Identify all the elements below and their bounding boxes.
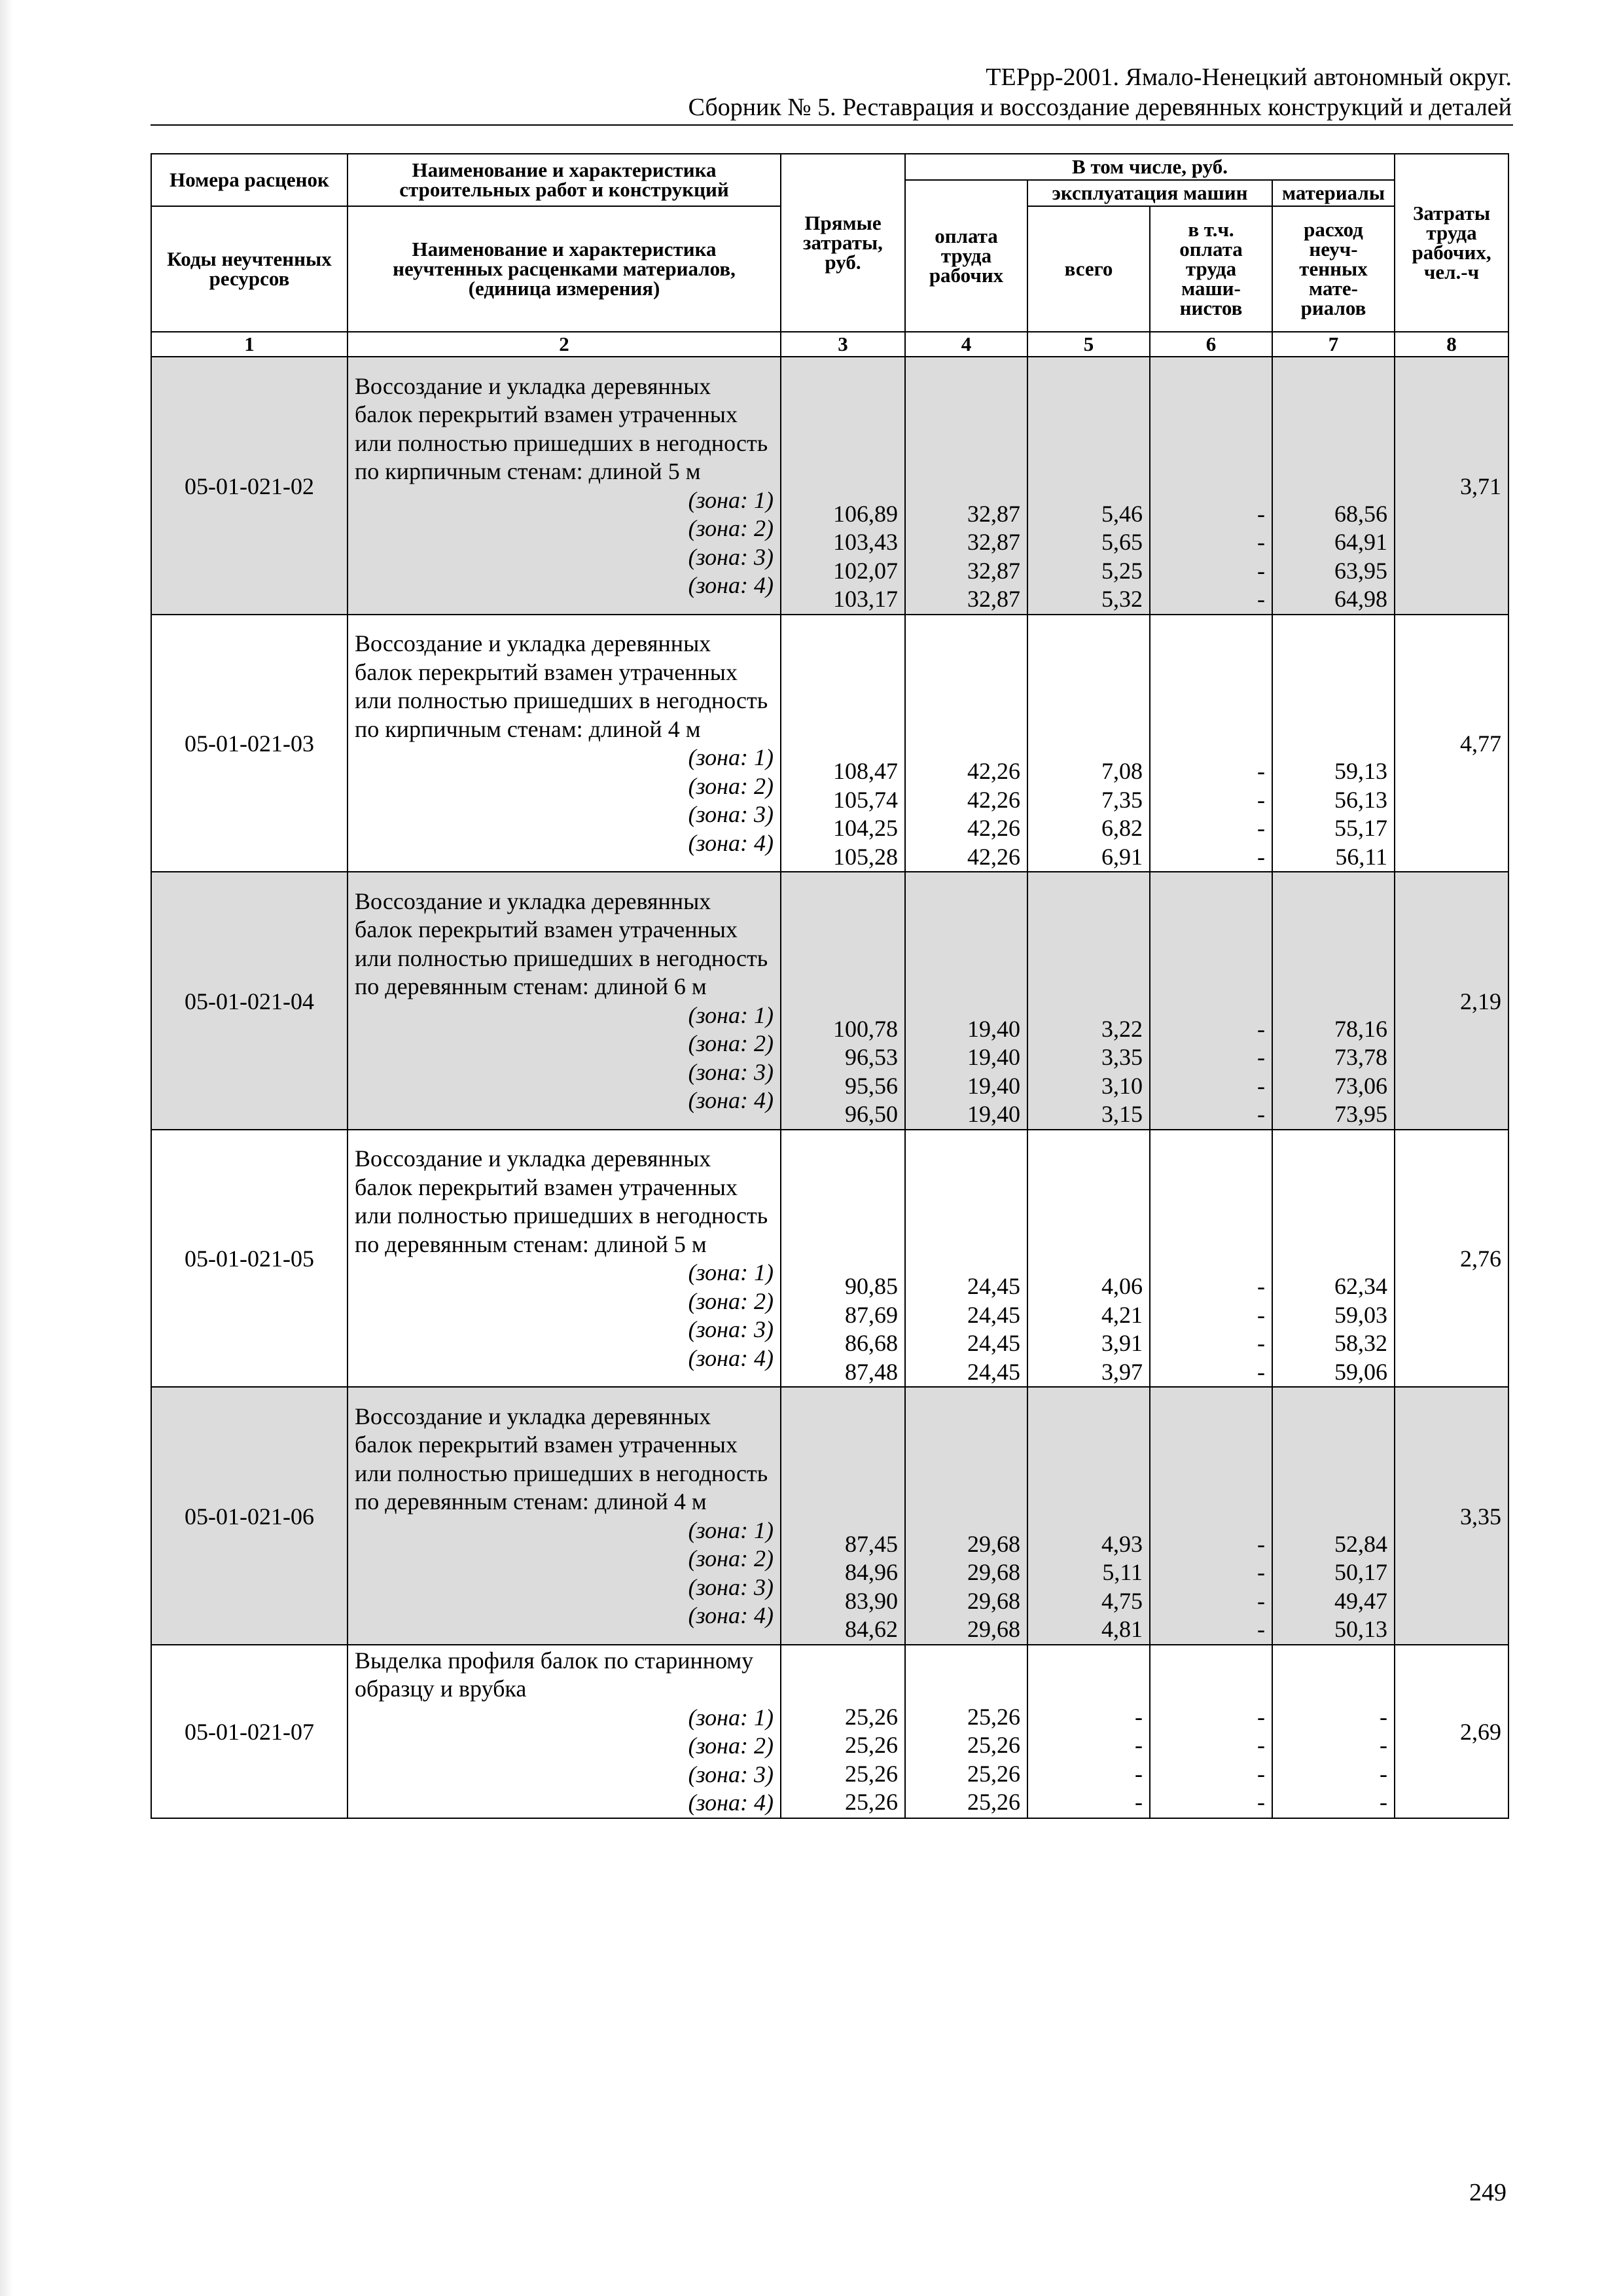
wages-value: 24,45 xyxy=(967,1273,1020,1299)
head-name-works: Наименование и характеристика строительных работ и конструкций xyxy=(348,154,781,206)
col-number-3: 3 xyxy=(781,332,905,357)
materials-value: - xyxy=(1380,1760,1388,1787)
header-rule xyxy=(151,124,1513,126)
machines-cell xyxy=(1027,615,1150,872)
direct-cost-value: 96,50 xyxy=(845,1101,898,1127)
machines-value: 4,06 xyxy=(1101,1273,1143,1299)
direct-cost-value: 90,85 xyxy=(845,1273,898,1299)
col-number-2: 2 xyxy=(348,332,781,357)
wages-value: 24,45 xyxy=(967,1330,1020,1356)
materials-value: 50,13 xyxy=(1334,1616,1388,1642)
materials-cell xyxy=(1272,357,1395,615)
rate-description-cell xyxy=(348,872,781,1130)
rate-description: Воссоздание и укладка деревянных балок перекрытий взамен утраченных или полностью пришедших в негодность по деревянным стенам: длиной 6 м xyxy=(355,888,768,1000)
direct-costs-cell xyxy=(781,1130,905,1388)
rate-description: Воссоздание и укладка деревянных балок перекрытий взамен утраченных или полностью пришедших в негодность по кирпичным стенам: длиной 5 м xyxy=(355,372,768,485)
head-materials: материалы xyxy=(1272,180,1395,206)
wages-value: 29,68 xyxy=(967,1587,1020,1614)
labor-value: 3,71 xyxy=(1395,357,1508,615)
materials-value: - xyxy=(1380,1703,1388,1730)
machines-value: 3,91 xyxy=(1101,1330,1143,1356)
col-number-5: 5 xyxy=(1027,332,1150,357)
materials-value: 59,03 xyxy=(1334,1301,1388,1328)
direct-cost-value: 25,26 xyxy=(845,1789,898,1815)
machinists-value: - xyxy=(1257,1015,1265,1042)
table-row xyxy=(151,1130,1508,1388)
materials-value: - xyxy=(1380,1789,1388,1815)
machines-value: - xyxy=(1135,1732,1143,1758)
materials-cell xyxy=(1272,872,1395,1130)
machinists-value: - xyxy=(1257,758,1265,784)
materials-cell xyxy=(1272,1130,1395,1388)
wages-cell xyxy=(905,357,1027,615)
wages-value: 42,26 xyxy=(967,843,1020,870)
machinists-value: - xyxy=(1257,529,1265,555)
direct-cost-value: 103,43 xyxy=(833,529,898,555)
rate-description-cell xyxy=(348,357,781,615)
direct-costs-cell xyxy=(781,1387,905,1645)
materials-value: 52,84 xyxy=(1334,1530,1388,1557)
head-machines: эксплуатация машин xyxy=(1027,180,1272,206)
head-unaccounted-materials: расход неуч-тенных мате-риалов xyxy=(1272,206,1395,332)
machines-value: 3,22 xyxy=(1101,1015,1143,1042)
materials-cell xyxy=(1272,1645,1395,1818)
header-title-line: ТЕРрр-2001. Ямало-Ненецкий автономный округ. xyxy=(986,63,1512,91)
direct-cost-value: 87,48 xyxy=(845,1358,898,1385)
machinists-value: - xyxy=(1257,786,1265,813)
machines-value: 4,75 xyxy=(1101,1587,1143,1614)
zone-label: (зона: 2) xyxy=(688,1545,774,1572)
direct-costs-cell xyxy=(781,615,905,872)
rate-description: Воссоздание и укладка деревянных балок перекрытий взамен утраченных или полностью пришедших в негодность по деревянным стенам: длиной 4 м xyxy=(355,1403,768,1515)
machines-value: 3,10 xyxy=(1101,1072,1143,1099)
machines-value: - xyxy=(1135,1789,1143,1815)
materials-value: - xyxy=(1380,1732,1388,1758)
zone-label: (зона: 1) xyxy=(688,486,774,513)
rate-description-cell xyxy=(348,1130,781,1388)
wages-value: 25,26 xyxy=(967,1789,1020,1815)
materials-value: 64,98 xyxy=(1334,586,1388,612)
machinists-cell xyxy=(1150,872,1272,1130)
table-row xyxy=(151,1645,1508,1818)
machinists-value: - xyxy=(1257,815,1265,841)
direct-cost-value: 106,89 xyxy=(833,500,898,527)
table-head xyxy=(151,154,1508,357)
zone-label: (зона: 4) xyxy=(688,1602,774,1629)
machines-value: - xyxy=(1135,1760,1143,1787)
rate-description: Воссоздание и укладка деревянных балок перекрытий взамен утраченных или полностью пришедших в негодность по деревянным стенам: длиной 5 м xyxy=(355,1145,768,1257)
rate-description-cell xyxy=(348,615,781,872)
direct-cost-value: 96,53 xyxy=(845,1044,898,1070)
direct-cost-value: 104,25 xyxy=(833,815,898,841)
direct-cost-value: 108,47 xyxy=(833,758,898,784)
machines-value: 3,35 xyxy=(1101,1044,1143,1070)
direct-cost-value: 105,28 xyxy=(833,843,898,870)
materials-value: 73,06 xyxy=(1334,1072,1388,1099)
direct-cost-value: 84,62 xyxy=(845,1616,898,1642)
machines-value: 5,65 xyxy=(1101,529,1143,555)
rate-description: Воссоздание и укладка деревянных балок перекрытий взамен утраченных или полностью пришедших в негодность по кирпичным стенам: длиной 4 м xyxy=(355,630,768,742)
materials-value: 73,95 xyxy=(1334,1101,1388,1127)
materials-value: 59,06 xyxy=(1334,1358,1388,1385)
rate-code: 05-01-021-04 xyxy=(151,872,348,1130)
machinists-value: - xyxy=(1257,1732,1265,1758)
wages-cell xyxy=(905,872,1027,1130)
head-including: В том числе, руб. xyxy=(905,154,1395,180)
machines-cell xyxy=(1027,1645,1150,1818)
zone-label: (зона: 1) xyxy=(688,1704,774,1731)
machines-value: 3,97 xyxy=(1101,1358,1143,1385)
materials-value: 78,16 xyxy=(1334,1015,1388,1042)
machinists-cell xyxy=(1150,1645,1272,1818)
zone-label: (зона: 4) xyxy=(688,1087,774,1114)
head-rate-numbers: Номера расценок xyxy=(151,154,348,206)
materials-value: 58,32 xyxy=(1334,1330,1388,1356)
labor-value: 2,19 xyxy=(1395,872,1508,1130)
wages-value: 29,68 xyxy=(967,1530,1020,1557)
machines-value: - xyxy=(1135,1703,1143,1730)
machinists-value: - xyxy=(1257,1301,1265,1328)
direct-cost-value: 105,74 xyxy=(833,786,898,813)
col-number-6: 6 xyxy=(1150,332,1272,357)
machines-cell xyxy=(1027,1130,1150,1388)
wages-value: 32,87 xyxy=(967,500,1020,527)
direct-cost-value: 25,26 xyxy=(845,1703,898,1730)
direct-cost-value: 84,96 xyxy=(845,1559,898,1585)
zone-label: (зона: 2) xyxy=(688,772,774,799)
direct-cost-value: 87,45 xyxy=(845,1530,898,1557)
machinists-value: - xyxy=(1257,1530,1265,1557)
machinists-value: - xyxy=(1257,843,1265,870)
zone-label: (зона: 4) xyxy=(688,1344,774,1371)
rate-code: 05-01-021-05 xyxy=(151,1130,348,1388)
direct-cost-value: 86,68 xyxy=(845,1330,898,1356)
machinists-value: - xyxy=(1257,1760,1265,1787)
machinists-cell xyxy=(1150,357,1272,615)
table-row xyxy=(151,615,1508,872)
wages-cell xyxy=(905,1130,1027,1388)
machinists-value: - xyxy=(1257,586,1265,612)
direct-costs-cell xyxy=(781,872,905,1130)
direct-cost-value: 87,69 xyxy=(845,1301,898,1328)
direct-cost-value: 83,90 xyxy=(845,1587,898,1614)
col-number-1: 1 xyxy=(151,332,348,357)
machinists-value: - xyxy=(1257,1330,1265,1356)
table-row xyxy=(151,872,1508,1130)
zone-label: (зона: 2) xyxy=(688,1287,774,1314)
direct-costs-cell xyxy=(781,357,905,615)
zone-label: (зона: 3) xyxy=(688,801,774,828)
col-number-4: 4 xyxy=(905,332,1027,357)
zone-label: (зона: 4) xyxy=(688,829,774,856)
materials-value: 68,56 xyxy=(1334,500,1388,527)
machinists-value: - xyxy=(1257,1616,1265,1642)
rates-table xyxy=(151,153,1509,1819)
direct-cost-value: 95,56 xyxy=(845,1072,898,1099)
wages-value: 42,26 xyxy=(967,815,1020,841)
rate-code: 05-01-021-06 xyxy=(151,1387,348,1645)
zone-label: (зона: 3) xyxy=(688,1573,774,1600)
machines-value: 5,46 xyxy=(1101,500,1143,527)
wages-value: 19,40 xyxy=(967,1072,1020,1099)
materials-value: 64,91 xyxy=(1334,529,1388,555)
machinists-value: - xyxy=(1257,1101,1265,1127)
wages-value: 32,87 xyxy=(967,529,1020,555)
zone-label: (зона: 1) xyxy=(688,744,774,771)
machinists-value: - xyxy=(1257,557,1265,584)
labor-value: 4,77 xyxy=(1395,615,1508,872)
machinists-value: - xyxy=(1257,1703,1265,1730)
labor-value: 2,76 xyxy=(1395,1130,1508,1388)
rate-description: Выделка профиля балок по старинному образцу и врубка xyxy=(355,1647,754,1702)
wages-value: 25,26 xyxy=(967,1732,1020,1758)
zone-label: (зона: 2) xyxy=(688,515,774,542)
wages-value: 24,45 xyxy=(967,1358,1020,1385)
machinists-value: - xyxy=(1257,1559,1265,1585)
zone-label: (зона: 2) xyxy=(688,1030,774,1057)
materials-value: 55,17 xyxy=(1334,815,1388,841)
zone-label: (зона: 3) xyxy=(688,1761,774,1787)
zone-label: (зона: 4) xyxy=(688,1789,774,1816)
scan-gutter-shadow xyxy=(0,0,13,2296)
machines-cell xyxy=(1027,872,1150,1130)
machinists-value: - xyxy=(1257,1587,1265,1614)
head-wages: оплата труда рабочих xyxy=(905,180,1027,332)
materials-value: 73,78 xyxy=(1334,1044,1388,1070)
labor-value: 2,69 xyxy=(1395,1645,1508,1818)
head-machinist-wages: в т.ч. оплата труда маши-нистов xyxy=(1150,206,1272,332)
machinists-cell xyxy=(1150,615,1272,872)
materials-cell xyxy=(1272,615,1395,872)
machines-value: 6,91 xyxy=(1101,843,1143,870)
wages-cell xyxy=(905,1645,1027,1818)
materials-value: 62,34 xyxy=(1334,1273,1388,1299)
head-direct-costs: Прямые затраты, руб. xyxy=(781,154,905,332)
machinists-value: - xyxy=(1257,1789,1265,1815)
direct-costs-cell xyxy=(781,1645,905,1818)
wages-value: 29,68 xyxy=(967,1559,1020,1585)
machines-cell xyxy=(1027,1387,1150,1645)
direct-cost-value: 25,26 xyxy=(845,1760,898,1787)
machinists-value: - xyxy=(1257,1044,1265,1070)
machinists-cell xyxy=(1150,1387,1272,1645)
machinists-value: - xyxy=(1257,1358,1265,1385)
materials-value: 50,17 xyxy=(1334,1559,1388,1585)
head-machines-total: всего xyxy=(1027,206,1150,332)
machines-value: 4,81 xyxy=(1101,1616,1143,1642)
wages-value: 19,40 xyxy=(967,1015,1020,1042)
zone-label: (зона: 3) xyxy=(688,1316,774,1343)
direct-cost-value: 103,17 xyxy=(833,586,898,612)
wages-value: 29,68 xyxy=(967,1616,1020,1642)
zone-label: (зона: 1) xyxy=(688,1259,774,1286)
wages-value: 32,87 xyxy=(967,557,1020,584)
labor-value: 3,35 xyxy=(1395,1387,1508,1645)
machines-value: 6,82 xyxy=(1101,815,1143,841)
wages-value: 25,26 xyxy=(967,1703,1020,1730)
machines-value: 4,93 xyxy=(1101,1530,1143,1557)
wages-value: 24,45 xyxy=(967,1301,1020,1328)
machines-value: 4,21 xyxy=(1101,1301,1143,1328)
header-collection-line: Сборник № 5. Реставрация и воссоздание деревянных конструкций и деталей xyxy=(688,94,1512,121)
machines-value: 5,32 xyxy=(1101,586,1143,612)
direct-cost-value: 102,07 xyxy=(833,557,898,584)
wages-value: 42,26 xyxy=(967,758,1020,784)
machinists-value: - xyxy=(1257,1273,1265,1299)
wages-value: 32,87 xyxy=(967,586,1020,612)
wages-value: 19,40 xyxy=(967,1101,1020,1127)
page-number: 249 xyxy=(1469,2179,1507,2206)
machines-value: 7,35 xyxy=(1101,786,1143,813)
machinists-cell xyxy=(1150,1130,1272,1388)
zone-label: (зона: 2) xyxy=(688,1732,774,1759)
direct-cost-value: 25,26 xyxy=(845,1732,898,1758)
materials-value: 63,95 xyxy=(1334,557,1388,584)
machines-value: 5,25 xyxy=(1101,557,1143,584)
zone-label: (зона: 1) xyxy=(688,1001,774,1028)
zone-label: (зона: 1) xyxy=(688,1516,774,1543)
head-resource-codes: Коды неучтенных ресурсов xyxy=(151,206,348,332)
head-name-materials: Наименование и характеристика неучтенных расценками материалов, (единица измерения) xyxy=(348,206,781,332)
materials-value: 59,13 xyxy=(1334,758,1388,784)
col-number-7: 7 xyxy=(1272,332,1395,357)
head-labor: Затраты труда рабочих, чел.-ч xyxy=(1395,154,1508,332)
zone-label: (зона: 3) xyxy=(688,1058,774,1085)
zone-label: (зона: 4) xyxy=(688,572,774,599)
direct-cost-value: 100,78 xyxy=(833,1015,898,1042)
materials-cell xyxy=(1272,1387,1395,1645)
materials-value: 49,47 xyxy=(1334,1587,1388,1614)
table-row xyxy=(151,357,1508,615)
wages-value: 42,26 xyxy=(967,786,1020,813)
col-number-8: 8 xyxy=(1395,332,1508,357)
wages-value: 25,26 xyxy=(967,1760,1020,1787)
machinists-value: - xyxy=(1257,1072,1265,1099)
rate-code: 05-01-021-02 xyxy=(151,357,348,615)
wages-cell xyxy=(905,615,1027,872)
machines-value: 3,15 xyxy=(1101,1101,1143,1127)
rate-description-cell xyxy=(348,1387,781,1645)
machines-value: 5,11 xyxy=(1102,1559,1143,1585)
table-row xyxy=(151,1387,1508,1645)
materials-value: 56,11 xyxy=(1335,843,1388,870)
wages-cell xyxy=(905,1387,1027,1645)
machinists-value: - xyxy=(1257,500,1265,527)
machines-value: 7,08 xyxy=(1101,758,1143,784)
machines-cell xyxy=(1027,357,1150,615)
rate-description-cell xyxy=(348,1645,781,1818)
rate-code: 05-01-021-07 xyxy=(151,1645,348,1818)
wages-value: 19,40 xyxy=(967,1044,1020,1070)
rate-code: 05-01-021-03 xyxy=(151,615,348,872)
zone-label: (зона: 3) xyxy=(688,543,774,570)
materials-value: 56,13 xyxy=(1334,786,1388,813)
